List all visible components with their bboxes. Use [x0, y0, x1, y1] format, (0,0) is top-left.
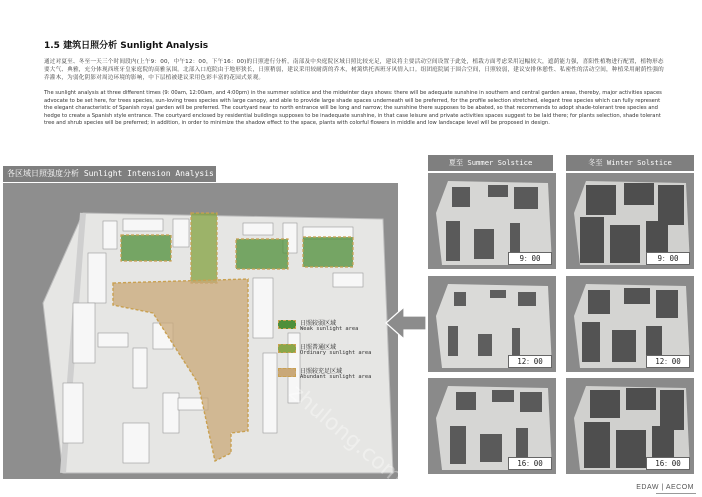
shadow-summer-1600: [428, 378, 556, 474]
shadow-winter-0900: [566, 173, 694, 269]
legend-item-ordinary: [278, 342, 398, 364]
shadow-winter-1200: [566, 276, 694, 372]
shadow-summer-0900: [428, 173, 556, 269]
legend-swatch-weak: [278, 320, 296, 329]
logo-divider: [656, 493, 696, 494]
company-logo: EDAW | AECOM: [636, 484, 694, 491]
watermark: zhulong.com: [283, 380, 408, 490]
page-title: 1.5 建筑日照分析 Sunlight Analysis: [44, 41, 209, 51]
legend-label-en: Weak sunlight area: [300, 326, 359, 332]
legend-item-abundant: [278, 366, 398, 388]
time-label: 16：00: [646, 457, 690, 470]
legend-label-en: Ordinary sunlight area: [300, 350, 372, 356]
summer-solstice-header: 夏至 Summer Solstice: [428, 155, 553, 171]
legend-label-cn: 日照普通区域: [300, 344, 337, 351]
legend-swatch-abundant: [278, 368, 296, 377]
time-label: 9：00: [508, 252, 552, 265]
legend-label-cn: 日照较弱区域: [300, 320, 337, 327]
intro-paragraph-en: The sunlight analysis at three different times (9: 00am, 12:00am, and 4:00pm) in the summer solstice and the midwinter days shows: there will be adequate sunshine in southern and central garden areas, thereby, major activities spaces advocate to be set here, for trees species, sun-loving trees species with large canopy, and able to provide large shade spaces underneath will be preferred, for the profile selection stretched, elegant tree species which can fully represent the elegant characteristic of Spanish royal garden will be preferred. The courtyard near to north entrance will be long and narrow; the sunshine there supposes to be abated, so that recommends to adopt shade-tolerant tree species and hedge to create a Spanish style entrance. The courtyard enclosed by residential buildings supposes to be inadequate sunshine, in that case leisure and private activities spaces suggest to be laid there; for plants selection, shade tolerant tree and shrub species will be preferred; in addition, in order to minimize the shadow effect to the space, plants with colorful flowers in middle and low landscape level will be proposed in design.: [44, 90, 662, 127]
legend-label-en: Abundant sunlight area: [300, 374, 372, 380]
winter-solstice-header: 冬至 Winter Solstice: [566, 155, 694, 171]
shadow-winter-1600: [566, 378, 694, 474]
shadow-summer-1200: [428, 276, 556, 372]
legend-label-cn: 日照较充足区域: [300, 368, 343, 375]
sunlight-map-header: 各区域日照强度分析 Sunlight Intension Analysis: [3, 166, 216, 182]
time-label: 16：00: [508, 457, 552, 470]
intro-paragraph-cn: 通过对夏至、冬至一天三个时间段内(上午9：00，中午12：00，下午16：00)的日照进行分析，南部及中央庭院区域日照比较充足，建议将主要活动空间设置于此处，植栽方面考虑采用冠幅较大，遮荫能力强，喜阳性植物进行配置，植物形态要大气、典雅，充分体现西班牙皇家庭院的高雅氛围。北部入口庭院由于地形狭长，日照稍弱，建议采用较耐荫的乔木，树篱烘托西班牙风情入口。组团庭院属于围合空间，日照较弱，建议安排休憩性、私密性的活动空间，种植采用耐荫性强的乔灌木，为弱化阴影对周边环境的影响，中下层植被建议采用色彩丰富的花园式景观。: [44, 59, 664, 81]
time-label: 12：00: [508, 355, 552, 368]
arrow-left-icon: [384, 305, 428, 341]
legend-item-weak: [278, 318, 398, 340]
time-label: 9：00: [646, 252, 690, 265]
legend-swatch-ordinary: [278, 344, 296, 353]
time-label: 12：00: [646, 355, 690, 368]
